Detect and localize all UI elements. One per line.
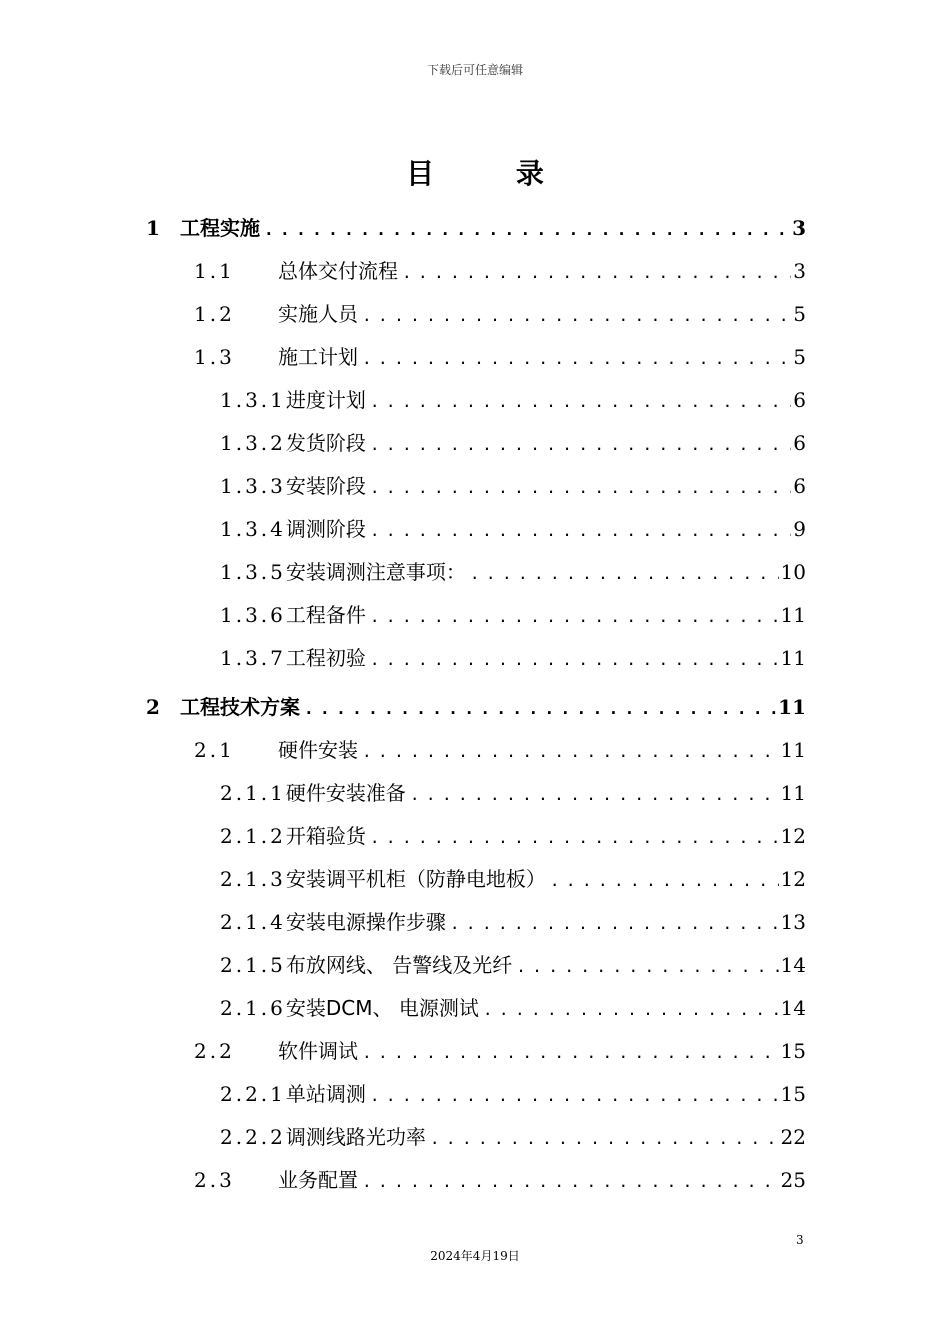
toc-entry-title: 安装DCM、 电源测试 bbox=[285, 996, 479, 1020]
toc-entry-number: 1.3.7 bbox=[220, 646, 286, 670]
toc-entry-page: 6 bbox=[793, 388, 806, 412]
toc-entry[interactable] bbox=[146, 213, 806, 243]
toc-entry-page: 6 bbox=[793, 474, 806, 498]
toc-entry-title: 工程备件 bbox=[285, 603, 366, 627]
toc-entry[interactable] bbox=[220, 428, 806, 458]
toc-entry[interactable] bbox=[220, 993, 806, 1023]
toc-entry[interactable] bbox=[220, 821, 806, 851]
toc-leader-dots bbox=[370, 645, 779, 675]
toc-entry-page: 5 bbox=[793, 302, 806, 326]
toc-entry[interactable] bbox=[220, 557, 806, 587]
toc-entry[interactable] bbox=[220, 1079, 806, 1109]
toc-entry-title: 工程初验 bbox=[285, 646, 366, 670]
toc-entry[interactable] bbox=[194, 299, 806, 329]
toc-leader-dots bbox=[370, 473, 791, 503]
toc-entry-title: 工程实施 bbox=[180, 216, 260, 240]
toc-entry-page: 10 bbox=[780, 560, 806, 584]
toc-entry-title: 调测阶段 bbox=[285, 517, 366, 541]
toc-entry-number: 1.3.4 bbox=[220, 517, 286, 541]
toc-leader-dots bbox=[402, 258, 791, 288]
toc-entry[interactable] bbox=[220, 950, 806, 980]
toc-entry-number: 2.3 bbox=[194, 1168, 235, 1192]
toc-entry-number: 1.3.5 bbox=[220, 560, 286, 584]
toc-entry[interactable] bbox=[194, 1036, 806, 1066]
toc-entry-number: 2.1.1 bbox=[220, 781, 286, 805]
toc-entry-number: 2.1.3 bbox=[220, 867, 286, 891]
toc-entry[interactable] bbox=[220, 907, 806, 937]
toc-entry-title: 施工计划 bbox=[278, 345, 358, 369]
toc-entry[interactable] bbox=[194, 1165, 806, 1195]
toc-leader-dots bbox=[362, 1167, 779, 1197]
toc-entry-title: 业务配置 bbox=[278, 1168, 358, 1192]
toc-entry-number: 1.3.3 bbox=[220, 474, 286, 498]
toc-entry-title: 软件调试 bbox=[278, 1039, 358, 1063]
toc-entry-page: 11 bbox=[780, 781, 806, 805]
toc-entry[interactable] bbox=[146, 692, 806, 722]
toc-entry-number: 1.3.6 bbox=[220, 603, 286, 627]
toc-entry-page: 25 bbox=[780, 1168, 806, 1192]
toc-entry[interactable] bbox=[194, 735, 806, 765]
toc-entry-number: 2.1.2 bbox=[220, 824, 286, 848]
toc-entry[interactable] bbox=[220, 471, 806, 501]
footer-date: 2024年4月19日 bbox=[430, 1249, 520, 1263]
toc-entry[interactable] bbox=[220, 385, 806, 415]
toc-entry-title: 安装调测注意事项： bbox=[285, 560, 466, 584]
toc-leader-dots bbox=[470, 559, 779, 589]
toc-entry-page: 15 bbox=[780, 1082, 806, 1106]
toc-leader-dots bbox=[450, 909, 779, 939]
toc-entry-page: 14 bbox=[780, 996, 806, 1020]
toc-entry-title: 开箱验货 bbox=[285, 824, 366, 848]
page-header-note: 下载后可任意编辑 bbox=[426, 63, 523, 77]
toc-entry-page: 3 bbox=[793, 259, 806, 283]
toc-entry[interactable] bbox=[220, 864, 806, 894]
toc-entry-title: 硬件安装 bbox=[278, 738, 358, 762]
toc-leader-dots bbox=[362, 737, 779, 767]
toc-entry-title: 发货阶段 bbox=[285, 431, 366, 455]
toc-leader-dots bbox=[362, 301, 791, 331]
toc-leader-dots bbox=[370, 430, 791, 460]
toc-entry-title: 单站调测 bbox=[285, 1082, 366, 1106]
toc-entry-page: 11 bbox=[780, 646, 806, 670]
toc-entry-number: 1.3.2 bbox=[220, 431, 286, 455]
toc-entry-page: 5 bbox=[793, 345, 806, 369]
toc-entry-number: 1.1 bbox=[194, 259, 235, 283]
toc-entry-page: 6 bbox=[793, 431, 806, 455]
toc-entry-page: 11 bbox=[780, 603, 806, 627]
toc-entry-page: 22 bbox=[780, 1125, 806, 1149]
toc-entry-number: 1.2 bbox=[194, 302, 235, 326]
page-number: 3 bbox=[796, 1233, 804, 1247]
toc-entry-page: 15 bbox=[780, 1039, 806, 1063]
toc-title: 目 录 bbox=[406, 157, 580, 190]
toc-entry-page: 13 bbox=[780, 910, 806, 934]
toc-leader-dots bbox=[264, 215, 790, 245]
toc-entry-title: 实施人员 bbox=[278, 302, 358, 326]
toc-entry[interactable] bbox=[220, 600, 806, 630]
toc-entry-page: 12 bbox=[780, 867, 806, 891]
toc-leader-dots bbox=[370, 387, 791, 417]
toc-entry-number: 2.1 bbox=[194, 738, 235, 762]
toc-entry-title: 安装电源操作步骤 bbox=[285, 910, 446, 934]
toc-entry-number: 2 bbox=[146, 695, 160, 719]
toc-entry-page: 11 bbox=[780, 738, 806, 762]
toc-entry-page: 11 bbox=[778, 695, 806, 719]
toc-leader-dots bbox=[370, 602, 779, 632]
toc-entry-page: 14 bbox=[780, 953, 806, 977]
toc-entry-number: 2.2.1 bbox=[220, 1082, 286, 1106]
toc-entry-number: 2.1.6 bbox=[220, 996, 286, 1020]
toc-entry-title: 硬件安装准备 bbox=[285, 781, 406, 805]
toc-leader-dots bbox=[430, 1124, 779, 1154]
toc-entry-title: 调测线路光功率 bbox=[285, 1125, 426, 1149]
toc-entry-page: 3 bbox=[792, 216, 806, 240]
toc-entry-number: 2.2 bbox=[194, 1039, 235, 1063]
toc-leader-dots bbox=[483, 995, 779, 1025]
toc-entry-number: 1.3 bbox=[194, 345, 235, 369]
toc-leader-dots bbox=[362, 1038, 779, 1068]
toc-leader-dots bbox=[304, 694, 776, 724]
toc-entry-title: 工程技术方案 bbox=[180, 695, 300, 719]
toc-entry[interactable] bbox=[220, 1122, 806, 1152]
toc-entry-title: 布放网线、 告警线及光纤 bbox=[285, 953, 513, 977]
toc-entry-number: 1 bbox=[146, 216, 160, 240]
toc-leader-dots bbox=[370, 516, 791, 546]
toc-entry-number: 2.1.4 bbox=[220, 910, 286, 934]
toc-entry[interactable] bbox=[220, 643, 806, 673]
toc-leader-dots bbox=[370, 823, 779, 853]
toc-entry-title: 总体交付流程 bbox=[278, 259, 398, 283]
toc-leader-dots bbox=[516, 952, 778, 982]
toc-entry-title: 安装阶段 bbox=[285, 474, 366, 498]
toc-entry-page: 9 bbox=[793, 517, 806, 541]
toc-leader-dots bbox=[550, 866, 779, 896]
toc-entry-title: 安装调平机柜（防静电地板） bbox=[285, 867, 546, 891]
toc-entry[interactable] bbox=[194, 342, 806, 372]
toc-entry[interactable] bbox=[220, 778, 806, 808]
toc-entry-page: 12 bbox=[780, 824, 806, 848]
toc-leader-dots bbox=[370, 1081, 779, 1111]
toc-entry-number: 2.1.5 bbox=[220, 953, 286, 977]
toc-entry-number: 2.2.2 bbox=[220, 1125, 286, 1149]
toc-entry[interactable] bbox=[194, 256, 806, 286]
toc-leader-dots bbox=[362, 344, 791, 374]
toc-entry-number: 1.3.1 bbox=[220, 388, 286, 412]
toc-entry[interactable] bbox=[220, 514, 806, 544]
toc-leader-dots bbox=[410, 780, 779, 810]
toc-entry-title: 进度计划 bbox=[285, 388, 366, 412]
